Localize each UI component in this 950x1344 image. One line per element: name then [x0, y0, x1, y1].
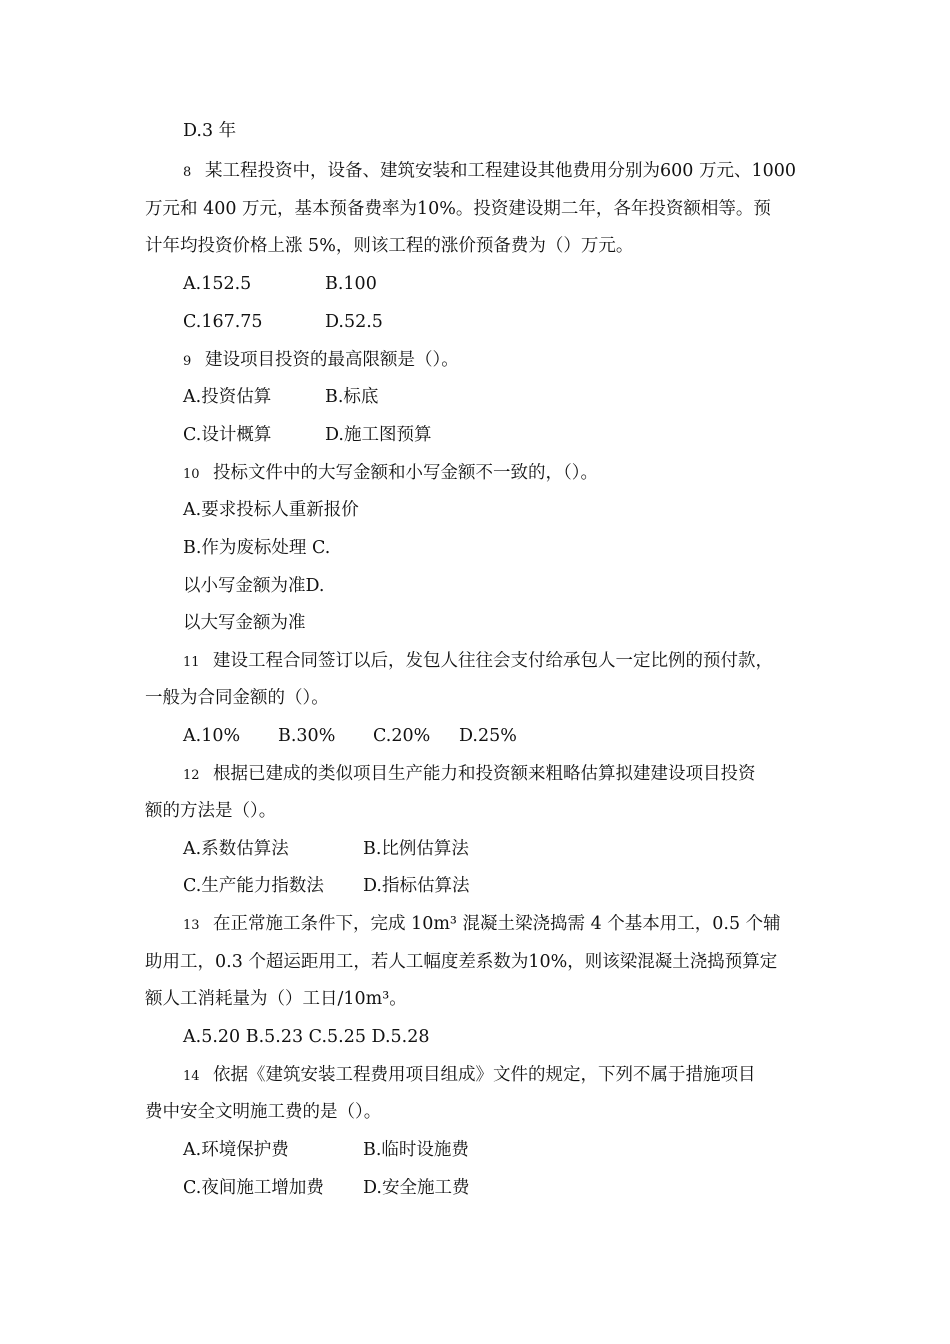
q10-stem-text: 投标文件中的大写金额和小写金额不一致的，（）。: [213, 463, 598, 483]
q9-option-b: B.标底: [325, 387, 379, 407]
q12-stem-line-1: [183, 763, 863, 787]
q14-option-a: A.环境保护费: [183, 1140, 289, 1160]
q12-stem-text-1: 根据已建成的类似项目生产能力和投资额来粗略估算拟建建设项目投资: [213, 764, 756, 784]
q9-stem-text: 建设项目投资的最高限额是（）。: [205, 350, 459, 370]
q13-options-row: A.5.20 B.5.23 C.5.25 D.5.28: [183, 1027, 430, 1047]
q13-stem-line-1: [183, 913, 863, 937]
q11-stem-text-1: 建设工程合同签订以后，发包人往往会支付给承包人一定比例的预付款，: [213, 651, 773, 671]
q10-option-line-2: B.作为废标处理 C.: [183, 538, 331, 558]
q9-option-d: D.施工图预算: [325, 425, 432, 445]
q10-option-line-3: 以小写金额为准D.: [183, 576, 325, 596]
q10-option-line-4: 以大写金额为准: [183, 613, 306, 633]
q14-option-c: C.夜间施工增加费: [183, 1178, 324, 1198]
q11-option-b: B.30%: [278, 726, 336, 746]
q14-stem-line-1: [183, 1064, 863, 1088]
q10-option-line-1: A.要求投标人重新报价: [183, 500, 359, 520]
q8-stem-line-2: 万元和 400 万元，基本预备费率为10%。投资建设期二年，各年投资额相等。预: [145, 199, 771, 219]
q9-stem: [183, 349, 863, 373]
q13-stem-line-2: 助用工，0.3 个超运距用工，若人工幅度差系数为10%，则该梁混凝土浇捣预算定: [145, 952, 778, 972]
q8-option-d: D.52.5: [325, 312, 383, 332]
q9-number: 9: [183, 354, 192, 369]
q14-option-d: D.安全施工费: [363, 1178, 470, 1198]
q11-stem-line-2: 一般为合同金额的（）。: [145, 688, 329, 708]
q11-number: 11: [183, 655, 200, 670]
q8-option-a: A.152.5: [183, 274, 252, 294]
q12-stem-line-2: 额的方法是（）。: [145, 801, 277, 821]
q11-option-a: A.10%: [183, 726, 241, 746]
q12-option-c: C.生产能力指数法: [183, 876, 324, 896]
q7-option-d: D.3 年: [183, 121, 237, 141]
q14-option-b: B.临时设施费: [363, 1140, 469, 1160]
q11-stem-line-1: [183, 650, 863, 674]
q10-stem: [183, 462, 863, 486]
q12-option-b: B.比例估算法: [363, 839, 469, 859]
q8-number: 8: [183, 165, 192, 180]
q8-option-c: C.167.75: [183, 312, 263, 332]
q11-option-d: D.25%: [459, 726, 517, 746]
q14-stem-text-1: 依据《建筑安装工程费用项目组成》文件的规定，下列不属于措施项目: [213, 1065, 756, 1085]
q14-stem-line-2: 费中安全文明施工费的是（）。: [145, 1102, 382, 1122]
q13-number: 13: [183, 918, 200, 933]
q9-option-c: C.设计概算: [183, 425, 272, 445]
q9-option-a: A.投资估算: [183, 387, 272, 407]
q10-number: 10: [183, 467, 200, 482]
q12-option-d: D.指标估算法: [363, 876, 470, 896]
q14-number: 14: [183, 1069, 200, 1084]
q13-stem-text-1: 在正常施工条件下，完成 10m³ 混凝土梁浇捣需 4 个基本用工，0.5 个辅: [213, 914, 781, 934]
q12-option-a: A.系数估算法: [183, 839, 289, 859]
q8-stem-line-3: 计年均投资价格上涨 5%，则该工程的涨价预备费为（）万元。: [145, 236, 634, 256]
q13-stem-line-3: 额人工消耗量为（）工日/10m³。: [145, 989, 407, 1009]
q12-number: 12: [183, 768, 200, 783]
q8-option-b: B.100: [325, 274, 377, 294]
q8-stem-line-1: [183, 160, 863, 184]
q8-stem-text-1: 某工程投资中，设备、建筑安装和工程建设其他费用分别为600 万元、1000: [205, 161, 796, 181]
q11-option-c: C.20%: [373, 726, 431, 746]
